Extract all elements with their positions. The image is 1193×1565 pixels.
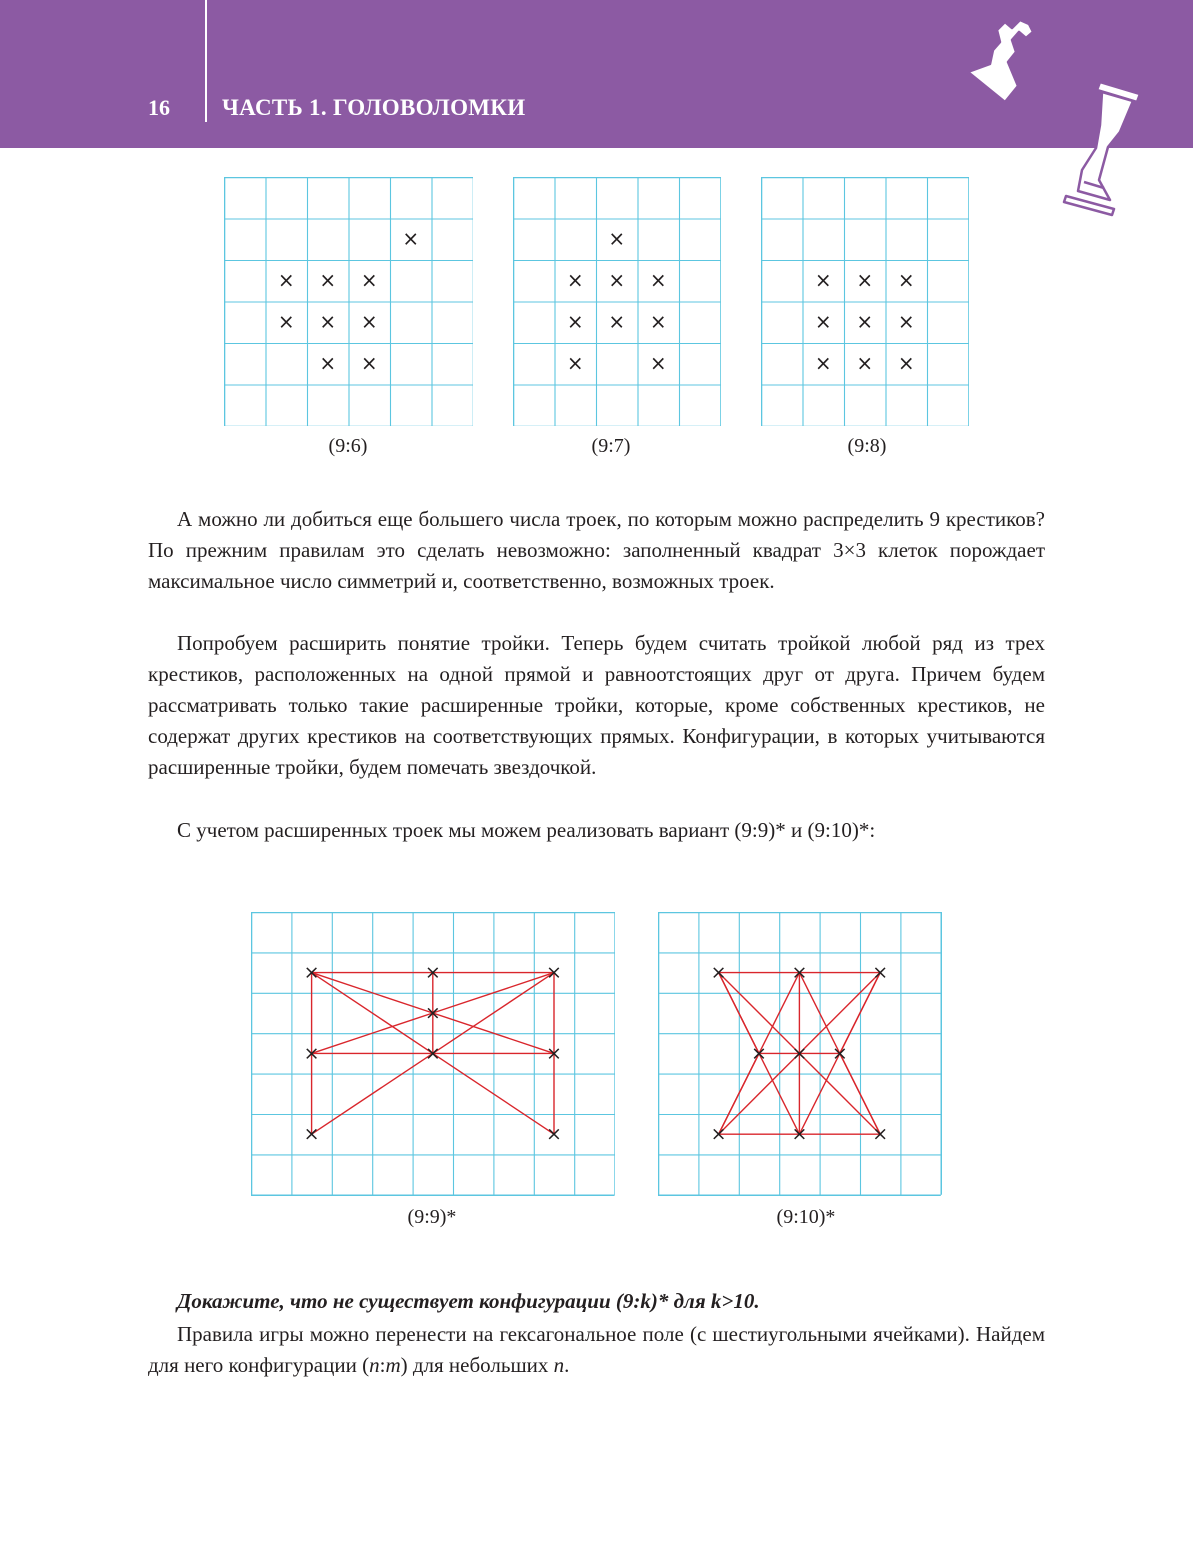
paragraph-4-end: .: [564, 1353, 570, 1377]
cross-mark: ×: [649, 309, 667, 334]
cross-mark: ×: [424, 961, 441, 984]
variable-n: n: [553, 1353, 565, 1377]
cross-mark: ×: [566, 309, 584, 334]
cross-mark: ×: [897, 267, 915, 292]
grid-lines: [224, 177, 473, 426]
cross-mark: ×: [856, 350, 874, 375]
cross-mark: ×: [319, 309, 337, 334]
grid-lines: [513, 177, 721, 426]
paragraph-2: Попробуем расширить понятие тройки. Теперь будем считать тройкой любой ряд из трех крестиков, расположенных на одной прямой и равноотстоящих друг от друга. Причем будем рассматривать только такие расширенные тройки, которые, кроме собственных крестиков, не содержат других крестиков на соответствующих прямых. Конфигурации, в которых учитываются расширенные тройки, будем помечать звездочкой.: [148, 631, 1045, 779]
figure-caption: (9:9)*: [407, 1206, 457, 1228]
grid-figure-9-6: [224, 177, 473, 426]
cross-mark: ×: [897, 350, 915, 375]
cross-mark: ×: [831, 1042, 848, 1065]
cross-mark: ×: [319, 350, 337, 375]
cross-mark: ×: [566, 350, 584, 375]
paragraph-4-text-a: Правила игры можно перенести на гексагональное поле (с шестиугольными ячейками). Найдем для него конфигурации (: [148, 1322, 1045, 1377]
paragraph-1: А можно ли добиться еще большего числа троек, по которым можно распределить 9 крестиков? По прежним правилам это сделать невозможно: заполненный квадрат 3×3 клеток порождает максимальное число симметрий и, соответственно, возможных троек.: [148, 507, 1045, 593]
page-number: 16: [148, 95, 170, 120]
cross-mark: ×: [897, 309, 915, 334]
grid-figure-9-8: [761, 177, 969, 426]
cross-mark: ×: [710, 1123, 727, 1146]
grid-lines: [761, 177, 969, 426]
cross-mark: ×: [814, 350, 832, 375]
cross-mark: ×: [649, 267, 667, 292]
cross-mark: ×: [277, 267, 295, 292]
cross-mark: ×: [319, 267, 337, 292]
cross-mark: ×: [424, 1002, 441, 1024]
paragraph-4: [148, 1319, 1045, 1381]
cross-mark: ×: [608, 267, 626, 292]
cross-mark: ×: [546, 1042, 562, 1065]
cross-mark: ×: [814, 309, 832, 334]
grid-figure-9-10-star: [658, 912, 942, 1196]
cross-mark: ×: [791, 961, 808, 984]
cross-mark: ×: [303, 1123, 320, 1146]
cross-mark: ×: [424, 1042, 441, 1065]
cross-mark: ×: [814, 267, 832, 292]
cross-mark: ×: [360, 267, 378, 292]
cross-mark: ×: [791, 1123, 808, 1146]
cross-mark: ×: [751, 1042, 767, 1065]
cross-mark: ×: [303, 961, 320, 984]
cross-mark: ×: [360, 350, 378, 375]
cross-mark: ×: [856, 309, 874, 334]
paragraph-3: С учетом расширенных троек мы можем реализовать вариант (9:9)* и (9:10)*:: [177, 818, 876, 842]
paragraph-4-colon: :: [379, 1353, 386, 1377]
cross-mark: ×: [872, 1123, 889, 1146]
variable-m: m: [385, 1353, 401, 1377]
cross-mark: ×: [546, 1123, 562, 1146]
task-statement: Докажите, что не существует конфигурации (9:k)* для k>10.: [177, 1289, 760, 1313]
cross-mark: ×: [710, 961, 727, 984]
variable-n: n: [369, 1353, 380, 1377]
cross-mark: ×: [402, 226, 420, 251]
cross-mark: ×: [277, 309, 295, 334]
figure-caption: (9:8): [847, 435, 887, 457]
header-band: [0, 0, 1193, 148]
figure-caption: (9:7): [591, 435, 631, 457]
cross-mark: ×: [303, 1042, 320, 1065]
chapter-title: ЧАСТЬ 1. ГОЛОВОЛОМКИ: [222, 95, 526, 120]
cross-mark: ×: [608, 309, 626, 334]
cross-mark: ×: [566, 267, 584, 292]
cross-mark: ×: [791, 1042, 808, 1065]
figure-caption: (9:6): [328, 435, 368, 457]
cross-mark: ×: [649, 350, 667, 375]
cross-mark: ×: [360, 309, 378, 334]
grid-figure-9-7: [513, 177, 721, 426]
cross-mark: ×: [546, 961, 562, 984]
grid-figure-9-9-star: [251, 912, 615, 1196]
cross-mark: ×: [872, 961, 889, 984]
cross-mark: ×: [856, 267, 874, 292]
cross-mark: ×: [608, 226, 626, 251]
header-divider: [205, 0, 207, 122]
paragraph-4-text-b: ) для небольших: [400, 1353, 554, 1377]
figure-caption: (9:10)*: [776, 1206, 836, 1228]
